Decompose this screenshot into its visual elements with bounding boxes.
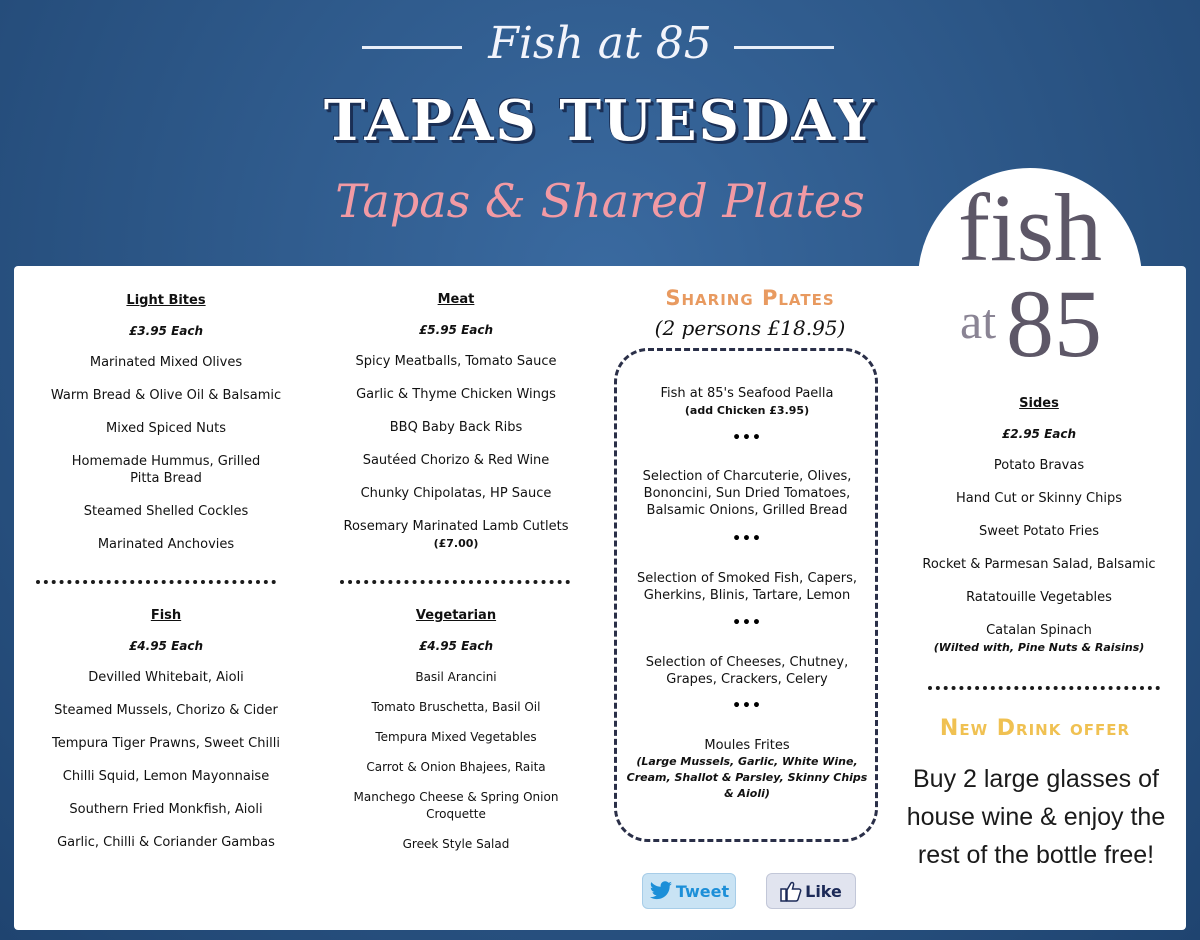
divider xyxy=(36,580,276,584)
menu-item-note: (Wilted with, Pine Nuts & Raisins) xyxy=(933,641,1145,654)
separator: ••• xyxy=(732,615,762,631)
sharing-item xyxy=(620,385,874,419)
separator: ••• xyxy=(732,698,762,714)
menu-item: Southern Fried Monkfish, Aioli xyxy=(69,802,263,817)
section-price: £2.95 Each xyxy=(1001,427,1077,441)
section-title: Fish xyxy=(150,608,182,623)
menu-item: Chilli Squid, Lemon Mayonnaise xyxy=(62,769,270,784)
menu-item: Mixed Spiced Nuts xyxy=(106,421,226,436)
light-bites-section xyxy=(36,293,296,569)
sides-section xyxy=(914,396,1164,672)
tweet-button[interactable] xyxy=(642,873,736,909)
menu-item: Warm Bread & Olive Oil & Balsamic xyxy=(50,388,282,403)
section-price: £3.95 Each xyxy=(128,324,204,338)
sharing-price: (2 persons £18.95) xyxy=(654,316,846,340)
menu-item: Greek Style Salad xyxy=(402,837,510,851)
section-title: Meat xyxy=(437,292,475,307)
menu-item: Chunky Chipolatas, HP Sauce xyxy=(360,486,552,501)
page-subtitle: Tapas & Shared Plates xyxy=(335,174,865,228)
sharing-item-note: (Large Mussels, Garlic, White Wine, Cream, Shallot & Parsley, Skinny Chips & Aioli) xyxy=(626,755,868,800)
thumbs-up-icon xyxy=(780,880,802,902)
tweet-label: Tweet xyxy=(675,881,730,901)
section-price: £4.95 Each xyxy=(418,639,494,653)
logo-85-text: 85 xyxy=(1006,270,1102,377)
twitter-bird-icon xyxy=(649,881,673,901)
menu-item: Rosemary Marinated Lamb Cutlets xyxy=(343,519,569,534)
logo-at-text: at xyxy=(960,293,997,349)
menu-item: Homemade Hummus, Grilled Pitta Bread xyxy=(71,454,261,486)
menu-item: Basil Arancini xyxy=(415,670,497,684)
menu-item: Devilled Whitebait, Aioli xyxy=(88,670,244,685)
sharing-item-name: Moules Frites xyxy=(704,738,790,753)
offer-text: Buy 2 large glasses of house wine & enjoy the rest of the bottle free! xyxy=(906,765,1166,869)
menu-item: Carrot & Onion Bhajees, Raita xyxy=(366,760,546,774)
like-label: Like xyxy=(805,881,842,901)
menu-item-price: (£7.00) xyxy=(433,537,479,550)
menu-item: Tomato Bruschetta, Basil Oil xyxy=(371,700,541,714)
page-title: TAPAS TUESDAY xyxy=(323,88,877,154)
sharing-item-note: (add Chicken £3.95) xyxy=(684,404,810,417)
menu-item: Garlic, Chilli & Coriander Gambas xyxy=(57,835,275,850)
sharing-item: Selection of Cheeses, Chutney, Grapes, Crackers, Celery xyxy=(645,655,849,687)
menu-item: Tempura Mixed Vegetables xyxy=(375,730,537,744)
meat-section xyxy=(326,292,586,568)
sharing-item: Selection of Charcuterie, Olives, Bononcini, Sun Dried Tomatoes, Balsamic Onions, Grilled Bread xyxy=(642,469,852,518)
offer-title: New Drink offer xyxy=(939,716,1131,741)
separator: ••• xyxy=(732,531,762,547)
menu-item: Sweet Potato Fries xyxy=(979,524,1099,539)
sharing-item: Selection of Smoked Fish, Capers, Gherkins, Blinis, Tartare, Lemon xyxy=(637,571,857,603)
menu-item: Hand Cut or Skinny Chips xyxy=(956,491,1122,506)
vegetarian-section xyxy=(326,608,586,869)
section-price: £5.95 Each xyxy=(418,323,494,337)
menu-item: Tempura Tiger Prawns, Sweet Chilli xyxy=(52,736,280,751)
divider xyxy=(340,580,570,584)
sharing-item-name: Fish at 85's Seafood Paella xyxy=(660,386,834,401)
sharing-title: Sharing Plates xyxy=(665,286,835,310)
separator: ••• xyxy=(732,430,762,446)
logo-fish-text: fish xyxy=(958,174,1102,281)
section-title: Vegetarian xyxy=(415,608,497,623)
menu-item: Potato Bravas xyxy=(993,458,1085,473)
section-title: Light Bites xyxy=(126,293,206,308)
menu-item: Sautéed Chorizo & Red Wine xyxy=(362,453,550,468)
menu-item: BBQ Baby Back Ribs xyxy=(389,420,523,435)
like-button[interactable] xyxy=(766,873,856,909)
menu-item: Garlic & Thyme Chicken Wings xyxy=(356,387,556,402)
brand-heading: Fish at 85 xyxy=(488,18,712,69)
menu-item: Steamed Shelled Cockles xyxy=(83,504,249,519)
menu-item: Spicy Meatballs, Tomato Sauce xyxy=(355,354,557,369)
menu-item: Marinated Anchovies xyxy=(97,537,235,552)
menu-item: Catalan Spinach xyxy=(986,623,1092,638)
menu-item: Steamed Mussels, Chorizo & Cider xyxy=(54,703,278,718)
menu-item: Rocket & Parmesan Salad, Balsamic xyxy=(922,557,1156,572)
section-title: Sides xyxy=(1019,396,1059,411)
menu-item: Marinated Mixed Olives xyxy=(89,355,243,370)
sharing-item xyxy=(620,737,874,802)
menu-item: Manchego Cheese & Spring Onion Croquette xyxy=(353,790,559,821)
menu-item: Ratatouille Vegetables xyxy=(966,590,1112,605)
section-price: £4.95 Each xyxy=(128,639,204,653)
fish-section xyxy=(36,608,296,867)
divider xyxy=(928,686,1160,690)
